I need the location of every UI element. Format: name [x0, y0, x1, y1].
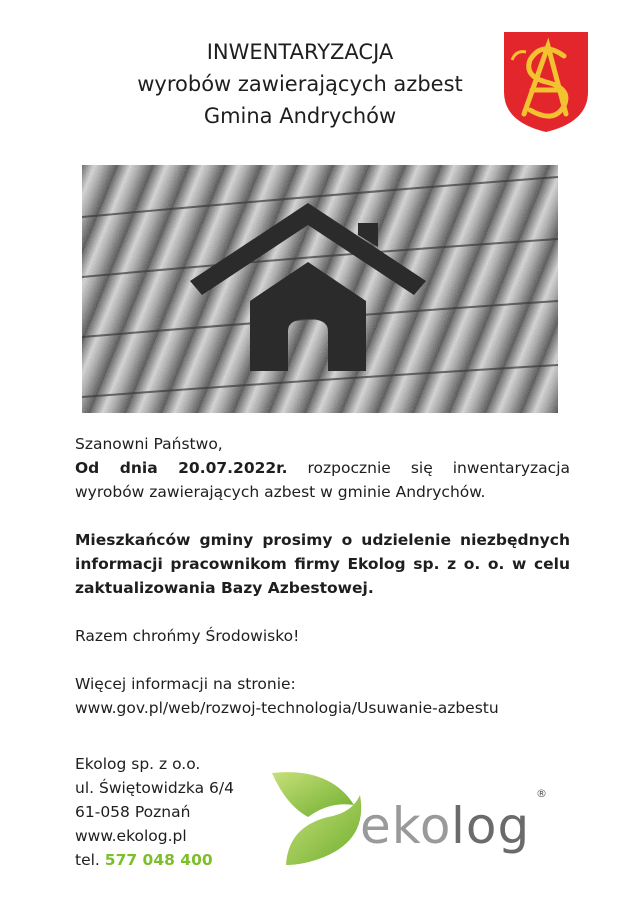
- greeting: Szanowni Państwo,: [75, 435, 223, 453]
- leaf-icon: [272, 772, 361, 865]
- request-line-3: zaktualizowania Bazy Azbestowej.: [75, 579, 374, 597]
- company-street: ul. Świętowidzka 6/4: [75, 779, 234, 797]
- company-website[interactable]: www.ekolog.pl: [75, 827, 187, 845]
- title-line-3: Gmina Andrychów: [203, 104, 397, 128]
- title-line-2: wyrobów zawierających azbest: [137, 72, 463, 96]
- start-date: Od dnia 20.07.2022r.: [75, 459, 288, 477]
- asbestos-roof-photo: [82, 165, 558, 413]
- contact-block: [75, 752, 234, 872]
- more-info-label: Więcej informacji na stronie:: [75, 675, 296, 693]
- company-phone: [75, 848, 234, 872]
- phone-label: tel.: [75, 851, 105, 869]
- logo-part-eko: eko: [360, 797, 452, 855]
- phone-number[interactable]: 577 048 400: [104, 851, 213, 869]
- request-line-1: Mieszkańców gminy prosimy o udzielenie niezbędnych: [75, 531, 570, 549]
- announcement-body: [75, 432, 570, 720]
- page-header: [100, 36, 500, 132]
- request-line-2: informacji pracownikom firmy Ekolog sp. z o. o. w celu: [75, 555, 570, 573]
- start-date-line-2: wyrobów zawierających azbest w gminie Andrychów.: [75, 483, 486, 501]
- coat-of-arms-icon: [502, 30, 590, 134]
- ekolog-logo: [268, 765, 558, 870]
- title-line-1: INWENTARYZACJA: [206, 40, 394, 64]
- start-date-line: [75, 456, 570, 480]
- info-url[interactable]: www.gov.pl/web/rozwoj-technologia/Usuwanie-azbestu: [75, 699, 499, 717]
- start-date-rest: rozpocznie się inwentaryzacja: [287, 459, 570, 477]
- slogan: Razem chrońmy Środowisko!: [75, 627, 300, 645]
- company-name: Ekolog sp. z o.o.: [75, 755, 201, 773]
- logo-part-log: log: [451, 797, 531, 855]
- registered-mark: ®: [536, 787, 547, 800]
- company-city: 61-058 Poznań: [75, 803, 191, 821]
